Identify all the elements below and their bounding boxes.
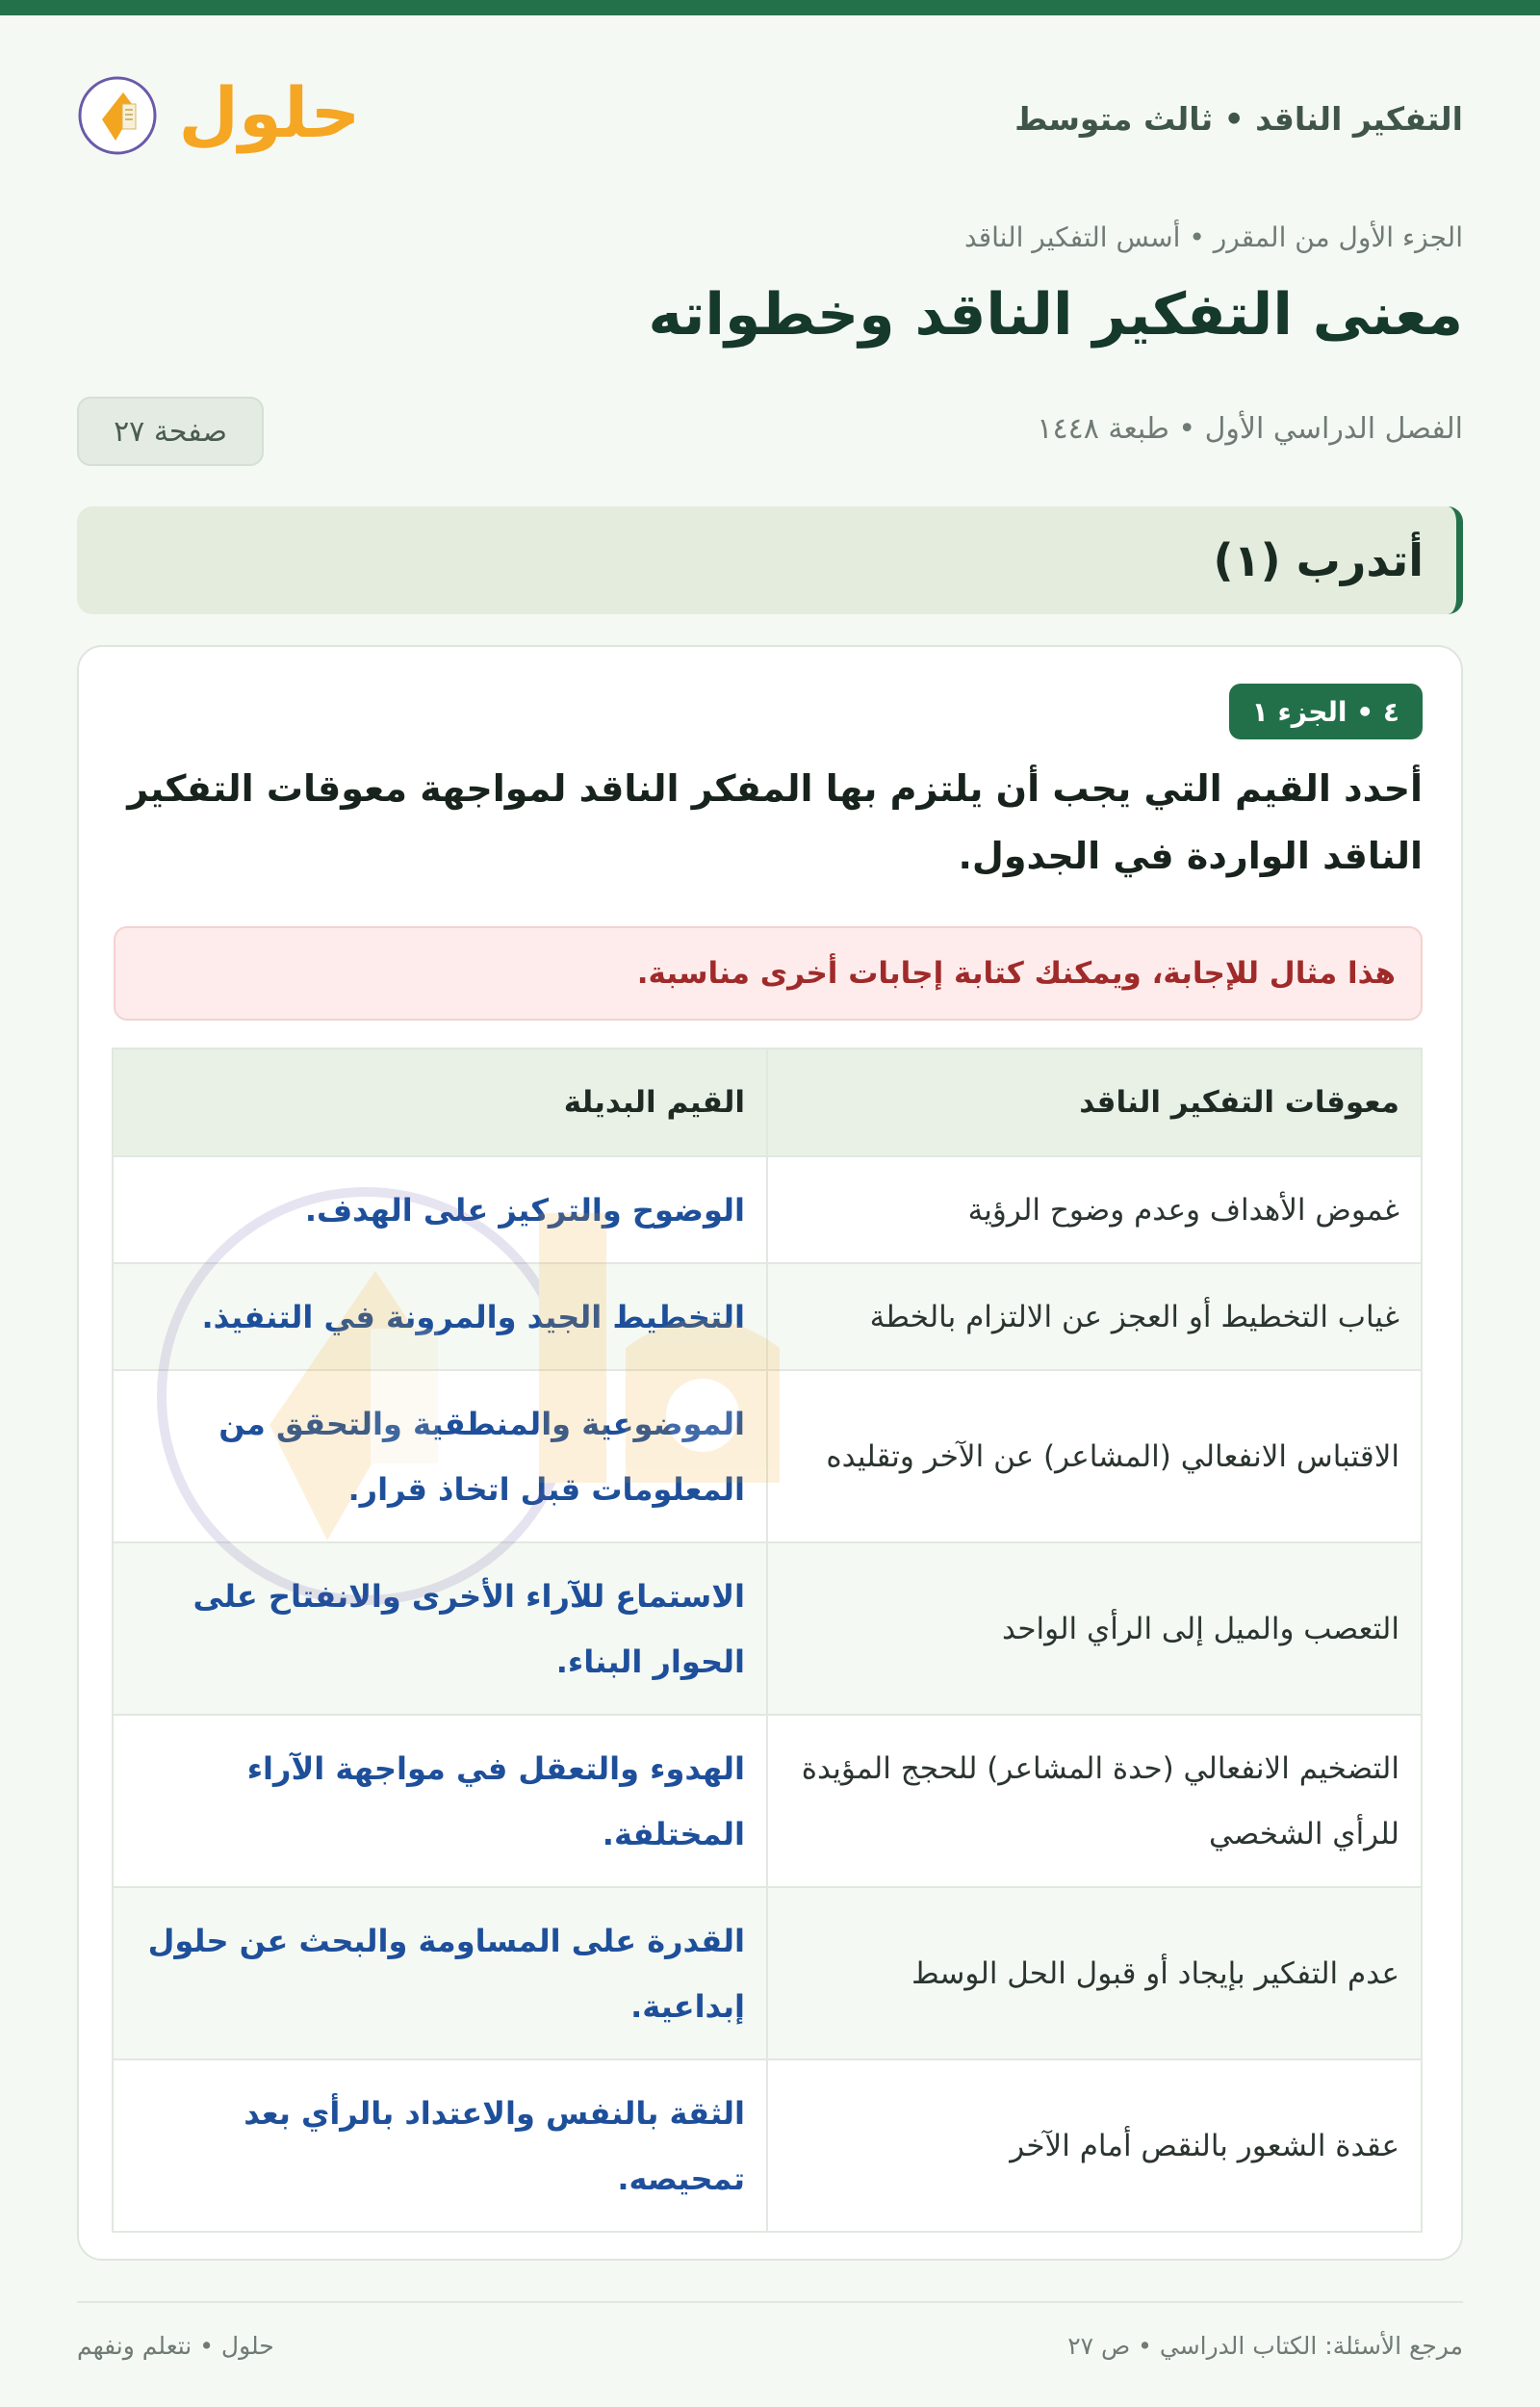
obstacle-cell: التعصب والميل إلى الرأي الواحد [767, 1542, 1422, 1715]
table-header-row [113, 1048, 1422, 1156]
value-cell: التخطيط الجيد والمرونة في التنفيذ. [113, 1263, 767, 1370]
answer-note: هذا مثال للإجابة، ويمكنك كتابة إجابات أخرى مناسبة. [114, 926, 1423, 1021]
header-values: القيم البديلة [113, 1048, 767, 1156]
value-cell: الوضوح والتركيز على الهدف. [113, 1156, 767, 1263]
page-number-badge: صفحة ٢٧ [77, 397, 264, 466]
footer-brand: حلول • نتعلم ونفهم [77, 2332, 274, 2360]
table-row [113, 1263, 1422, 1370]
value-cell: القدرة على المساومة والبحث عن حلول إبداعية. [113, 1887, 767, 2059]
exercise-card [77, 645, 1463, 2261]
footer-reference: مرجع الأسئلة: الكتاب الدراسي • ص ٢٧ [1067, 2332, 1463, 2360]
value-cell: الثقة بالنفس والاعتداد بالرأي بعد تمحيصه. [113, 2059, 767, 2232]
breadcrumb: الجزء الأول من المقرر • أسس التفكير الناقد [964, 221, 1463, 253]
table-row [113, 1156, 1422, 1263]
edition-meta: الفصل الدراسي الأول • طبعة ١٤٤٨ [1037, 412, 1463, 446]
table-row [113, 1370, 1422, 1542]
table-row [113, 1542, 1422, 1715]
logo[interactable] [77, 60, 366, 173]
table-row [113, 2059, 1422, 2232]
obstacle-cell: التضخيم الانفعالي (حدة المشاعر) للحجج المؤيدة للرأي الشخصي [767, 1715, 1422, 1887]
logo-text: حلول [178, 72, 361, 153]
obstacle-cell: غموض الأهداف وعدم وضوح الرؤية [767, 1156, 1422, 1263]
obstacle-cell: غياب التخطيط أو العجز عن الالتزام بالخطة [767, 1263, 1422, 1370]
question-badge: ٤ • الجزء ١ [1229, 684, 1423, 739]
question-text: أحدد القيم التي يجب أن يلتزم بها المفكر الناقد لمواجهة معوقات التفكير الناقد الواردة في الجدول. [127, 767, 1423, 877]
page-title: معنى التفكير الناقد وخطواته [648, 281, 1463, 349]
page-header [77, 60, 1463, 173]
section-title: أتدرب (١) [1213, 534, 1424, 586]
value-cell: الموضوعية والمنطقية والتحقق من المعلومات قبل اتخاذ قرار. [113, 1370, 767, 1542]
obstacle-cell: الاقتباس الانفعالي (المشاعر) عن الآخر وتقليده [767, 1370, 1422, 1542]
header-obstacles: معوقات التفكير الناقد [767, 1048, 1422, 1156]
table-row [113, 1887, 1422, 2059]
obstacle-cell: عدم التفكير بإيجاد أو قبول الحل الوسط [767, 1887, 1422, 2059]
course-title: التفكير الناقد • ثالث متوسط [1014, 100, 1463, 138]
value-cell: الاستماع للآراء الأخرى والانفتاح على الحوار البناء. [113, 1542, 767, 1715]
answer-table [112, 1048, 1423, 2233]
obstacle-cell: عقدة الشعور بالنقص أمام الآخر [767, 2059, 1422, 2232]
value-cell: الهدوء والتعقل في مواجهة الآراء المختلفة. [113, 1715, 767, 1887]
footer-divider [77, 2301, 1463, 2303]
top-accent-bar [0, 0, 1540, 15]
table-row [113, 1715, 1422, 1887]
section-heading [77, 506, 1463, 614]
